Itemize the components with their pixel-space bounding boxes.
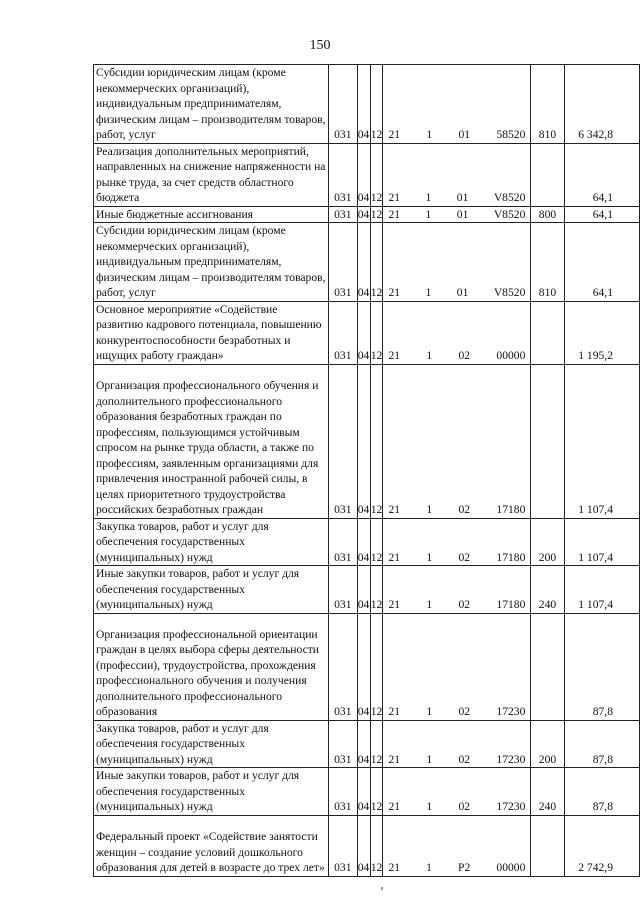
- row-grbs: 031: [329, 143, 357, 206]
- row-cs: [383, 815, 531, 876]
- cs-event: 02: [458, 503, 471, 516]
- cs-event: 01: [456, 191, 469, 204]
- row-grbs: 031: [329, 206, 357, 223]
- row-pr: 12: [370, 364, 383, 518]
- cs-program: 21: [388, 598, 401, 611]
- table-row: [94, 364, 640, 518]
- cs-direction: 17180: [496, 598, 526, 611]
- row-rz: 04: [357, 223, 370, 302]
- cs-direction: 17230: [496, 752, 526, 766]
- cs-type: 1: [425, 191, 432, 204]
- cs-direction: 17180: [496, 550, 526, 564]
- row-grbs: 031: [329, 815, 357, 876]
- row-sum: 2 742,9: [564, 815, 639, 876]
- cs-type: 1: [426, 800, 433, 813]
- row-pr: 12: [370, 143, 383, 206]
- row-sum: 64,1: [564, 223, 639, 302]
- row-grbs: 031: [329, 364, 357, 518]
- row-vr: [531, 364, 564, 518]
- row-pr: 12: [370, 768, 383, 816]
- cs-type: 1: [425, 207, 432, 221]
- row-grbs: 031: [329, 613, 357, 720]
- row-name: Федеральный проект «Содействие занятости женщин – создание условий дошкольного образования для детей в возрасте до трех лет»: [94, 815, 329, 876]
- cs-direction: 17230: [496, 800, 526, 813]
- row-cs: [383, 364, 531, 518]
- row-vr: 240: [531, 768, 564, 816]
- table-row: [94, 518, 640, 566]
- cs-event: 02: [458, 598, 471, 611]
- cs-program: 21: [388, 800, 401, 813]
- row-vr: 800: [531, 206, 564, 223]
- row-rz: 04: [357, 566, 370, 614]
- table-row: [94, 613, 640, 720]
- cs-type: 1: [426, 705, 433, 718]
- cs-event: 02: [458, 800, 471, 813]
- row-name: Закупка товаров, работ и услуг для обеспечения государственных (муниципальных) нужд: [94, 518, 329, 566]
- row-rz: 04: [357, 768, 370, 816]
- cs-event: 02: [458, 752, 471, 766]
- row-vr: [531, 613, 564, 720]
- row-name: Субсидии юридическим лицам (кроме некоммерческих организаций), индивидуальным предпринимателям, физическим лицам – производителям товаров, работ, услуг: [94, 223, 329, 302]
- row-grbs: 031: [329, 768, 357, 816]
- row-name: Реализация дополнительных мероприятий, направленных на снижение напряженности на рынке труда, за счет средств областного бюджета: [94, 143, 329, 206]
- row-cs: [383, 518, 531, 566]
- cs-type: 1: [426, 503, 433, 516]
- row-cs: [383, 143, 531, 206]
- row-sum: 87,8: [564, 768, 639, 816]
- row-cs: [383, 206, 531, 223]
- table-row: [94, 65, 640, 144]
- row-pr: 12: [370, 720, 383, 768]
- row-pr: 12: [370, 518, 383, 566]
- row-grbs: 031: [329, 223, 357, 302]
- row-cs: [383, 613, 531, 720]
- cs-event: 02: [458, 550, 471, 564]
- row-rz: 04: [357, 815, 370, 876]
- row-cs: [383, 301, 531, 364]
- row-sum: 1 195,2: [564, 301, 639, 364]
- cs-type: 1: [426, 598, 433, 611]
- row-sum: 1 107,4: [564, 518, 639, 566]
- table-row: [94, 206, 640, 223]
- table-row: [94, 143, 640, 206]
- row-vr: 810: [531, 223, 564, 302]
- table-row: [94, 768, 640, 816]
- row-rz: 04: [357, 143, 370, 206]
- row-sum: 6 342,8: [564, 65, 639, 144]
- cs-type: 1: [426, 861, 432, 874]
- row-name: Закупка товаров, работ и услуг для обеспечения государственных (муниципальных) нужд: [94, 720, 329, 768]
- cs-event: 01: [456, 286, 469, 299]
- row-vr: 200: [531, 518, 564, 566]
- cs-program: 21: [388, 550, 401, 564]
- cs-direction: 00000: [496, 349, 526, 362]
- cs-program: 21: [388, 861, 401, 874]
- table-row: [94, 815, 640, 876]
- cs-direction: V8520: [493, 207, 526, 221]
- row-rz: 04: [357, 518, 370, 566]
- row-sum: 87,8: [564, 613, 639, 720]
- row-grbs: 031: [329, 720, 357, 768]
- cs-type: 1: [426, 550, 433, 564]
- row-sum: 1 107,4: [564, 364, 639, 518]
- table-row: [94, 301, 640, 364]
- table-row: [94, 223, 640, 302]
- row-name: Субсидии юридическим лицам (кроме некоммерческих организаций), индивидуальным предпринимателям, физическим лицам – производителям товаров, работ, услуг: [94, 65, 329, 144]
- row-name: Организация профессионального обучения и дополнительного профессионального образования безработных граждан по профессиям, пользующимся устойчивым спросом на рынке труда области, а также по профессиям, заявленным организациями для привлечения иностранной рабочей силы, в целях приоритетного трудоустройства российских безработных граждан: [94, 364, 329, 518]
- row-sum: 87,8: [564, 720, 639, 768]
- row-rz: 04: [357, 65, 370, 144]
- cs-type: 1: [425, 286, 432, 299]
- row-vr: [531, 301, 564, 364]
- scan-artifact: [381, 887, 383, 890]
- cs-type: 1: [426, 128, 433, 141]
- row-rz: 04: [357, 720, 370, 768]
- cs-program: 21: [388, 705, 401, 718]
- cs-event: 02: [458, 705, 471, 718]
- cs-event: 02: [458, 349, 471, 362]
- cs-program: 21: [388, 349, 401, 362]
- cs-program: 21: [388, 207, 401, 221]
- row-name: Организация профессиональной ориентации граждан в целях выбора сферы деятельности (профессии), трудоустройства, прохождения профессионального обучения и получения дополнительного профессионального образования: [94, 613, 329, 720]
- row-pr: 12: [370, 613, 383, 720]
- row-vr: 240: [531, 566, 564, 614]
- row-pr: 12: [370, 65, 383, 144]
- row-cs: [383, 768, 531, 816]
- row-grbs: 031: [329, 301, 357, 364]
- cs-direction: 58520: [496, 128, 526, 141]
- row-pr: 12: [370, 301, 383, 364]
- row-grbs: 031: [329, 65, 357, 144]
- budget-table: [93, 64, 640, 877]
- row-vr: [531, 815, 564, 876]
- row-sum: 1 107,4: [564, 566, 639, 614]
- cs-direction: V8520: [493, 286, 526, 299]
- row-rz: 04: [357, 364, 370, 518]
- cs-program: 21: [388, 503, 401, 516]
- row-name: Иные бюджетные ассигнования: [94, 206, 329, 223]
- row-name: Основное мероприятие «Содействие развитию кадрового потенциала, повышению конкурентоспособности безработных и ищущих работу граждан»: [94, 301, 329, 364]
- row-name: Иные закупки товаров, работ и услуг для обеспечения государственных (муниципальных) нужд: [94, 768, 329, 816]
- row-vr: [531, 143, 564, 206]
- budget-table-body: [94, 65, 640, 877]
- row-pr: 12: [370, 207, 383, 221]
- cs-direction: V8520: [493, 191, 526, 204]
- cs-program: 21: [388, 286, 401, 299]
- cs-event: 01: [458, 128, 471, 141]
- row-grbs: 031: [329, 518, 357, 566]
- page-number: 150: [309, 38, 331, 53]
- row-cs: [383, 720, 531, 768]
- table-row: [94, 566, 640, 614]
- row-vr: 200: [531, 720, 564, 768]
- cs-program: 21: [388, 128, 401, 141]
- cs-type: 1: [426, 349, 433, 362]
- row-sum: 64,1: [564, 143, 639, 206]
- row-grbs: 031: [329, 566, 357, 614]
- row-pr: 12: [370, 815, 383, 876]
- row-cs: [383, 566, 531, 614]
- cs-direction: 17180: [496, 503, 526, 516]
- row-cs: [383, 223, 531, 302]
- cs-type: 1: [426, 752, 433, 766]
- table-row: [94, 720, 640, 768]
- row-name: Иные закупки товаров, работ и услуг для обеспечения государственных (муниципальных) нужд: [94, 566, 329, 614]
- cs-event: 01: [456, 207, 469, 221]
- cs-direction: 00000: [496, 861, 526, 874]
- cs-program: 21: [388, 752, 401, 766]
- cs-event: P2: [458, 861, 471, 874]
- cs-program: 21: [388, 191, 401, 204]
- row-pr: 12: [370, 223, 383, 302]
- cs-direction: 17230: [496, 705, 526, 718]
- row-rz: 04: [357, 207, 370, 221]
- row-vr: 810: [531, 65, 564, 144]
- row-sum: 64,1: [564, 206, 639, 223]
- row-pr: 12: [370, 566, 383, 614]
- row-rz: 04: [357, 613, 370, 720]
- row-cs: [383, 65, 531, 144]
- row-rz: 04: [357, 301, 370, 364]
